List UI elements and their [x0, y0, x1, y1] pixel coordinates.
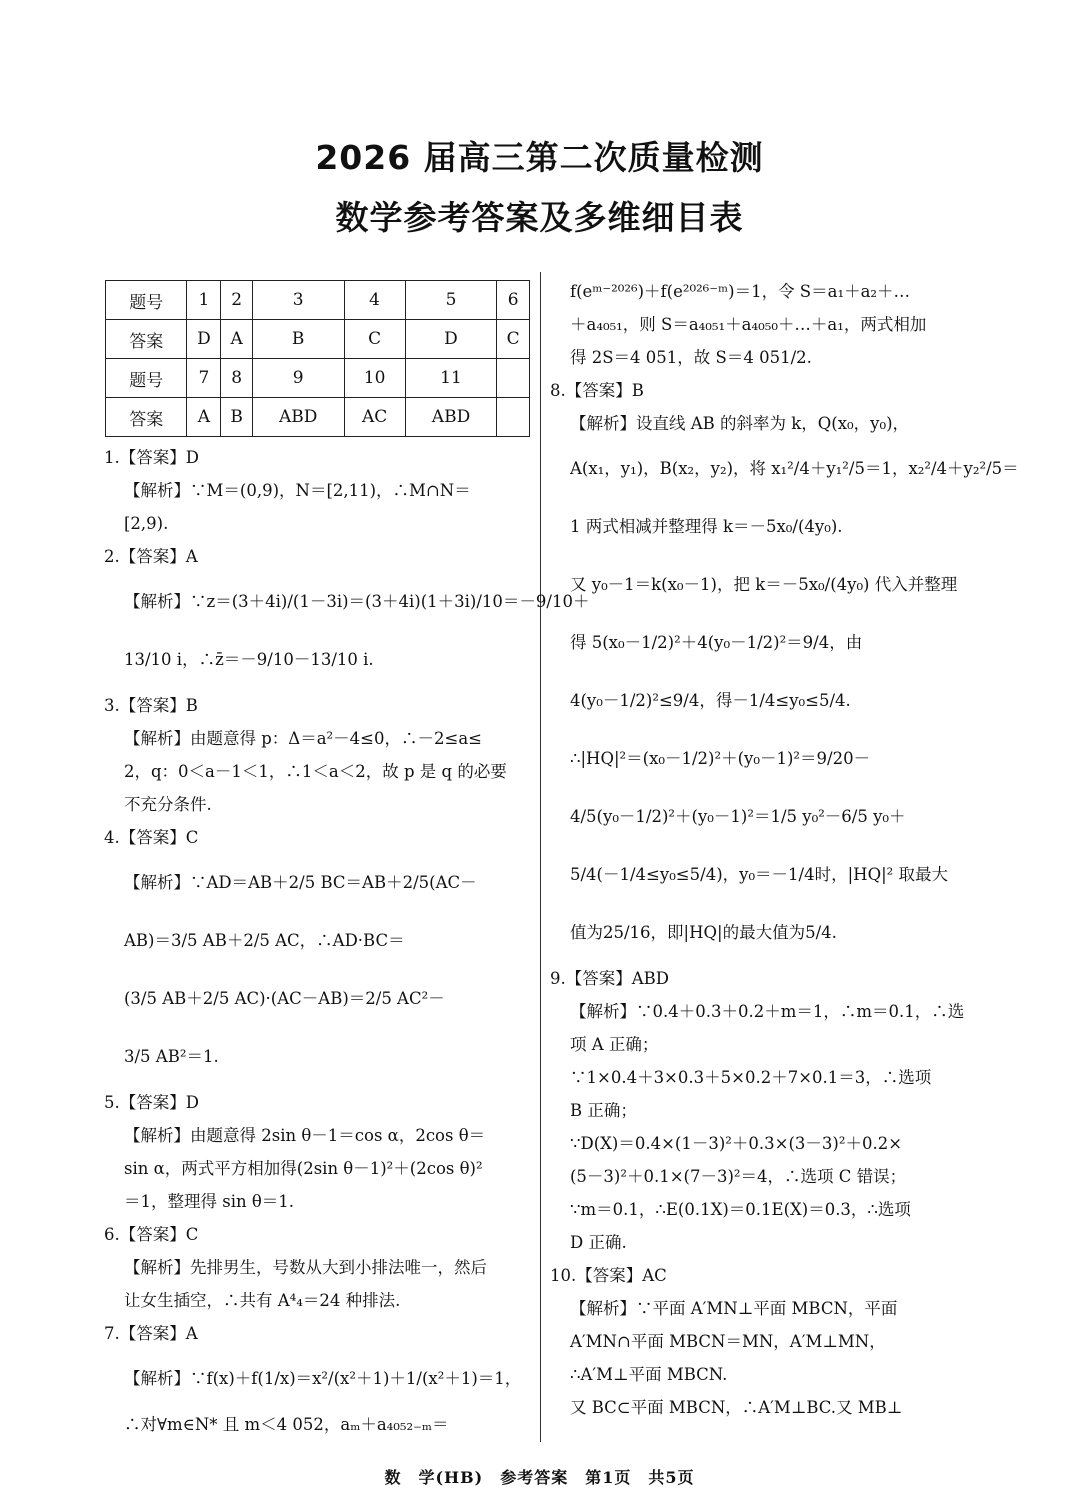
table-cell: 3 [252, 281, 344, 320]
table-cell: B [221, 398, 252, 437]
table-cell: 2 [221, 281, 252, 320]
page-title: 2026 届高三第二次质量检测 [315, 138, 764, 177]
answer-table [105, 280, 530, 437]
table-cell: 题号 [106, 359, 187, 398]
answer-line: 5.【答案】D [104, 1093, 199, 1112]
table-cell: B [252, 320, 344, 359]
table-cell: D [405, 320, 497, 359]
solution-line: 3/5 AB²＝1. [124, 1047, 219, 1066]
solution-line: 【解析】∵0.4＋0.3＋0.2＋m＝1，∴m＝0.1，∴选 [570, 1002, 965, 1021]
table-cell: 1 [187, 281, 221, 320]
solution-line: ＋a₄₀₅₁，则 S＝a₄₀₅₁＋a₄₀₅₀＋…＋a₁，两式相加 [570, 315, 927, 334]
table-cell: C [497, 320, 530, 359]
solution-line: 【解析】设直线 AB 的斜率为 k，Q(x₀，y₀)， [570, 414, 910, 433]
solution-line: 又 y₀－1＝k(x₀－1)，把 k＝－5x₀/(4y₀) 代入并整理 [570, 575, 958, 594]
table-cell [497, 398, 530, 437]
table-cell: A [221, 320, 252, 359]
answer-line: 6.【答案】C [104, 1225, 199, 1244]
solution-line: D 正确. [570, 1233, 627, 1252]
table-cell: 10 [344, 359, 405, 398]
solution-line: ∴|HQ|²＝(x₀－1/2)²＋(y₀－1)²＝9/20－ [570, 749, 871, 768]
solution-line: 【解析】∵f(x)＋f(1/x)＝x²/(x²＋1)＋1/(x²＋1)＝1， [124, 1369, 522, 1388]
solution-line: 5/4(－1/4≤y₀≤5/4)，y₀＝－1/4时，|HQ|² 取最大 [570, 865, 949, 884]
solution-line: ∵1×0.4＋3×0.3＋5×0.2＋7×0.1＝3，∴选项 [570, 1068, 932, 1087]
table-cell: 5 [405, 281, 497, 320]
table-cell: 8 [221, 359, 252, 398]
table-cell: 7 [187, 359, 221, 398]
solution-line: 1 两式相减并整理得 k＝－5x₀/(4y₀). [570, 517, 843, 536]
table-cell: 4 [344, 281, 405, 320]
solution-line: 【解析】∵z＝(3＋4i)/(1－3i)＝(3＋4i)(1＋3i)/10＝－9/10＋ [124, 592, 590, 611]
solution-line: 4/5(y₀－1/2)²＋(y₀－1)²＝1/5 y₀²－6/5 y₀＋ [570, 807, 906, 826]
table-cell: 答案 [106, 398, 187, 437]
table-row [106, 281, 530, 320]
solution-line: 又 BC⊂平面 MBCN，∴A′M⊥BC.又 MB⊥ [570, 1398, 903, 1417]
page-footer: 数 学(HB) 参考答案 第1页 共5页 [384, 1468, 695, 1487]
solution-line: 4(y₀－1/2)²≤9/4，得－1/4≤y₀≤5/4. [570, 691, 851, 710]
table-row [106, 359, 530, 398]
column-divider [540, 272, 541, 1442]
table-cell: 9 [252, 359, 344, 398]
solution-line: [2,9). [124, 514, 169, 533]
table-row [106, 398, 530, 437]
solution-line: ∵D(X)＝0.4×(1－3)²＋0.3×(3－3)²＋0.2× [570, 1134, 903, 1153]
solution-line: 2，q：0＜a－1＜1，∴1＜a＜2，故 p 是 q 的必要 [124, 762, 507, 781]
table-cell: ABD [405, 398, 497, 437]
answer-line: 7.【答案】A [104, 1324, 198, 1343]
solution-line: ∵m＝0.1，∴E(0.1X)＝0.1E(X)＝0.3，∴选项 [570, 1200, 911, 1219]
table-cell: 11 [405, 359, 497, 398]
solution-line: B 正确； [570, 1101, 637, 1120]
table-cell: ABD [252, 398, 344, 437]
solution-line: ＝1，整理得 sin θ＝1. [124, 1192, 295, 1211]
solution-line: 得 5(x₀－1/2)²＋4(y₀－1/2)²＝9/4，由 [570, 633, 863, 652]
answer-line: 2.【答案】A [104, 547, 198, 566]
left-column [104, 441, 590, 1441]
answer-line: 1.【答案】D [104, 448, 199, 467]
solution-line: A′MN∩平面 MBCN＝MN，A′M⊥MN， [570, 1332, 886, 1351]
answer-line: 10.【答案】AC [550, 1266, 667, 1285]
page-subtitle: 数学参考答案及多维细目表 [335, 198, 744, 237]
solution-line: 【解析】∵AD＝AB＋2/5 BC＝AB＋2/5(AC－ [124, 873, 477, 892]
solution-line: 【解析】∵平面 A′MN⊥平面 MBCN，平面 [570, 1299, 898, 1318]
table-cell: C [344, 320, 405, 359]
solution-line: 【解析】由题意得 p：Δ＝a²－4≤0，∴－2≤a≤ [124, 729, 482, 748]
solution-line: 【解析】∵M＝(0,9)，N＝[2,11)，∴M∩N＝ [124, 481, 471, 500]
solution-line: 让女生插空，∴共有 A⁴₄＝24 种排法. [124, 1291, 401, 1310]
table-cell: D [187, 320, 221, 359]
table-cell: 6 [497, 281, 530, 320]
table-cell: 答案 [106, 320, 187, 359]
table-cell [497, 359, 530, 398]
solution-line: 【解析】由题意得 2sin θ－1＝cos α，2cos θ＝ [124, 1126, 486, 1145]
solution-line: 项 A 正确； [570, 1035, 659, 1054]
solution-line: 值为25/16，即|HQ|的最大值为5/4. [570, 923, 837, 942]
answer-line: 9.【答案】ABD [550, 969, 670, 988]
solution-line: sin α，两式平方相加得(2sin θ－1)²＋(2cos θ)² [124, 1159, 483, 1178]
solution-line: f(eᵐ⁻²⁰²⁶)＋f(e²⁰²⁶⁻ᵐ)＝1，令 S＝a₁＋a₂＋… [570, 282, 911, 301]
table-cell: A [187, 398, 221, 437]
solution-line: (3/5 AB＋2/5 AC)·(AC－AB)＝2/5 AC²－ [124, 989, 445, 1008]
right-column [550, 275, 1019, 1424]
solution-line: 【解析】先排男生，号数从大到小排法唯一，然后 [124, 1258, 487, 1277]
table-cell: AC [344, 398, 405, 437]
solution-line: A(x₁，y₁)，B(x₂，y₂)，将 x₁²/4＋y₁²/5＝1，x₂²/4＋y₂²/5＝ [570, 459, 1019, 478]
table-cell: 题号 [106, 281, 187, 320]
table-row [106, 320, 530, 359]
solution-line: AB)＝3/5 AB＋2/5 AC，∴AD·BC＝ [124, 931, 405, 950]
answer-line: 4.【答案】C [104, 828, 199, 847]
solution-line: 不充分条件. [124, 795, 212, 814]
solution-line: ∴对∀m∈N* 且 m＜4 052，aₘ＋a₄₀₅₂₋ₘ＝ [124, 1415, 449, 1434]
solution-line: (5－3)²＋0.1×(7－3)²＝4，∴选项 C 错误； [570, 1167, 907, 1186]
solution-line: 得 2S＝4 051，故 S＝4 051/2. [570, 348, 812, 367]
answer-line: 3.【答案】B [104, 696, 198, 715]
answer-line: 8.【答案】B [550, 381, 644, 400]
solution-line: ∴A′M⊥平面 MBCN. [570, 1365, 728, 1384]
solution-line: 13/10 i，∴z̄＝－9/10－13/10 i. [124, 650, 374, 669]
